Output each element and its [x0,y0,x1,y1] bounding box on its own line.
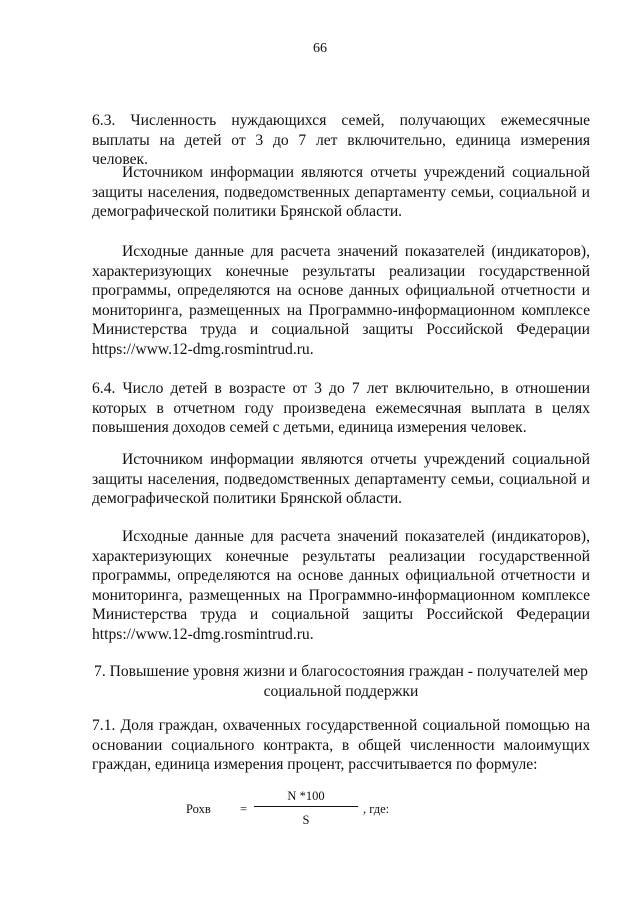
formula-equals: = [240,802,248,816]
formula-denominator: S [302,813,310,827]
paragraph-6-4-initial-data: Исходные данные для расчета значений показателей (индикаторов), характеризующих конечные результаты реализации государственной программы, определяются на основе данных официальной отчетности и мониторинга, размещенных на Программно-информационном комплексе Министерства труда и социальной защиты Российской Федерации https://www.12-dmg.rosmintrud.ru. [92,528,590,643]
paragraph-7-1-title: 7.1. Доля граждан, охваченных государственной социальной помощью на основании социального контракта, в общей численности малоимущих граждан, единица измерения процент, рассчитывается по формуле: [92,717,590,774]
paragraph-6-3-initial-data: Исходные данные для расчета значений показателей (индикаторов), характеризующих конечные результаты реализации государственной программы, определяются на основе данных официальной отчетности и мониторинга, размещенных на Программно-информационном комплексе Министерства труда и социальной защиты Российской Федерации https://www.12-dmg.rosmintrud.ru. [92,243,590,358]
paragraph-6-3-title: 6.3. Численность нуждающихся семей, получающих ежемесячные выплаты на детей от 3 до 7 лет включительно, единица измерения человек. [92,112,590,169]
paragraph-6-4-title: 6.4. Число детей в возрасте от 3 до 7 лет включительно, в отношении которых в отчетном году произведена ежемесячная выплата в целях повышения доходов семей с детьми, единица измерения человек. [92,380,590,437]
paragraph-6-3-source: Источником информации являются отчеты учреждений социальной защиты населения, подведомственных департаменту семьи, социальной и демографической политики Брянской области. [92,164,590,221]
section-7-heading [92,662,590,701]
formula-lhs: Рохв [186,802,211,816]
paragraph-6-4-source: Источником информации являются отчеты учреждений социальной защиты населения, подведомственных департаменту семьи, социальной и демографической политики Брянской области. [92,451,590,508]
fraction-bar [254,806,358,807]
page-number: 66 [313,41,327,56]
formula-suffix: , где: [363,802,390,816]
formula-numerator: N *100 [287,789,325,803]
section-7-heading-line2: социальной поддержки [263,682,419,700]
formula [0,787,640,837]
section-7-heading-line1: 7. Повышение уровня жизни и благосостояния граждан - получателей мер [94,663,588,680]
